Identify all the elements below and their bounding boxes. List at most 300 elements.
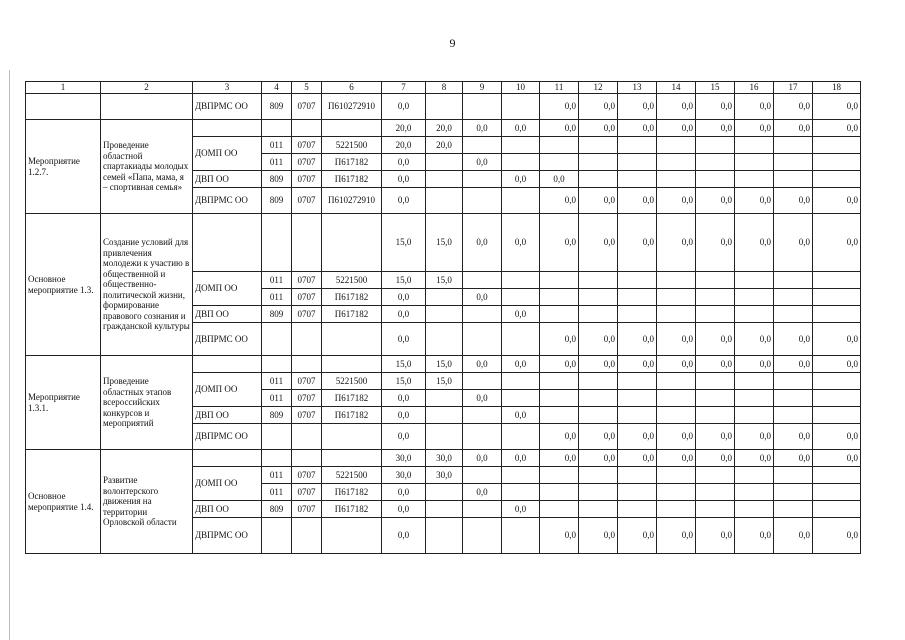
col-header: 14 (657, 82, 696, 94)
cell (502, 484, 540, 501)
col-header: 7 (382, 82, 426, 94)
cell (540, 306, 579, 323)
cell: 0707 (292, 390, 322, 407)
cell: 0,0 (382, 188, 426, 214)
cell (618, 154, 657, 171)
cell: 0,0 (463, 214, 502, 272)
cell (618, 306, 657, 323)
cell (618, 373, 657, 390)
cell: 809 (262, 171, 292, 188)
cell (463, 94, 502, 120)
cell (502, 424, 540, 450)
col-header: 4 (262, 82, 292, 94)
cell (426, 407, 463, 424)
cell: 0,0 (382, 424, 426, 450)
cell: 0,0 (618, 518, 657, 554)
col-header: 13 (618, 82, 657, 94)
col-header: 6 (322, 82, 382, 94)
cell: 0,0 (382, 171, 426, 188)
cell: 011 (262, 373, 292, 390)
table-row (26, 120, 861, 137)
cell (774, 501, 813, 518)
cell (502, 137, 540, 154)
cell (502, 323, 540, 356)
cell (696, 467, 735, 484)
cell (657, 306, 696, 323)
section-code: Мероприятие 1.3.1. (26, 356, 101, 450)
section-code: Основное мероприятие 1.3. (26, 214, 101, 356)
cell (463, 501, 502, 518)
cell (657, 501, 696, 518)
cell (579, 289, 618, 306)
cell: 15,0 (426, 214, 463, 272)
cell: 0,0 (696, 120, 735, 137)
cell (774, 390, 813, 407)
cell (579, 306, 618, 323)
cell (618, 390, 657, 407)
col-header: 8 (426, 82, 463, 94)
cell (813, 467, 861, 484)
cell: 15,0 (382, 373, 426, 390)
cell (193, 120, 262, 137)
source-label: ДВПРМС ОО (193, 94, 262, 120)
cell: 011 (262, 289, 292, 306)
section-code: Основное мероприятие 1.4. (26, 450, 101, 554)
cell (502, 518, 540, 554)
cell (657, 390, 696, 407)
cell (262, 518, 292, 554)
cell (502, 188, 540, 214)
cell (292, 120, 322, 137)
cell: 15,0 (382, 356, 426, 373)
cell: 0,0 (735, 120, 774, 137)
cell: 0,0 (502, 407, 540, 424)
cell (292, 518, 322, 554)
cell: 809 (262, 306, 292, 323)
cell: 0707 (292, 171, 322, 188)
cell (657, 289, 696, 306)
cell (735, 373, 774, 390)
cell (813, 373, 861, 390)
cell: 0707 (292, 137, 322, 154)
source-label: ДВП ОО (193, 407, 262, 424)
cell: 0,0 (774, 356, 813, 373)
source-label: ДВПРМС ОО (193, 424, 262, 450)
cell (463, 306, 502, 323)
cell: 0,0 (735, 214, 774, 272)
cell (540, 272, 579, 289)
cell: 0,0 (382, 484, 426, 501)
cell: 0,0 (618, 94, 657, 120)
cell: 0,0 (618, 323, 657, 356)
cell: 0,0 (382, 390, 426, 407)
cell: 0,0 (735, 188, 774, 214)
cell: 0,0 (502, 120, 540, 137)
cell: 0,0 (657, 450, 696, 467)
cell (696, 272, 735, 289)
cell: 0,0 (540, 424, 579, 450)
cell: 0,0 (813, 188, 861, 214)
cell (463, 467, 502, 484)
cell: 0,0 (735, 424, 774, 450)
cell (657, 484, 696, 501)
cell: 011 (262, 154, 292, 171)
cell (502, 154, 540, 171)
cell (696, 171, 735, 188)
cell: 30,0 (382, 467, 426, 484)
cell (735, 501, 774, 518)
cell (735, 154, 774, 171)
cell: 5221500 (322, 467, 382, 484)
cell (463, 518, 502, 554)
col-header: 12 (579, 82, 618, 94)
table-row (26, 214, 861, 272)
cell: 0,0 (579, 518, 618, 554)
cell: 0,0 (774, 424, 813, 450)
cell: 0,0 (382, 94, 426, 120)
cell (618, 272, 657, 289)
cell: П617182 (322, 501, 382, 518)
table-row (26, 450, 861, 467)
cell (618, 407, 657, 424)
cell: 15,0 (426, 272, 463, 289)
cell (322, 424, 382, 450)
source-label: ДВП ОО (193, 306, 262, 323)
cell (735, 390, 774, 407)
cell: 0,0 (618, 356, 657, 373)
cell: 0,0 (382, 154, 426, 171)
cell: 15,0 (382, 272, 426, 289)
cell: 0,0 (735, 94, 774, 120)
cell: 0,0 (735, 323, 774, 356)
cell (262, 214, 292, 272)
cell: П617182 (322, 390, 382, 407)
cell: 0,0 (696, 356, 735, 373)
cell: 0,0 (696, 94, 735, 120)
cell (193, 450, 262, 467)
cell (813, 501, 861, 518)
cell (774, 154, 813, 171)
cell: 0,0 (382, 501, 426, 518)
cell: 809 (262, 188, 292, 214)
cell: 0,0 (579, 450, 618, 467)
page-edge-line (9, 70, 10, 640)
cell (813, 272, 861, 289)
cell (426, 188, 463, 214)
cell (774, 484, 813, 501)
cell: 0,0 (774, 214, 813, 272)
cell (540, 154, 579, 171)
cell (657, 272, 696, 289)
cell: 0,0 (579, 214, 618, 272)
cell: 0,0 (657, 323, 696, 356)
cell (426, 390, 463, 407)
cell (322, 214, 382, 272)
cell (696, 501, 735, 518)
cell (735, 171, 774, 188)
cell (426, 289, 463, 306)
cell (193, 214, 262, 272)
source-label: ДОМП ОО (193, 373, 262, 407)
cell (618, 289, 657, 306)
cell (463, 407, 502, 424)
cell: 0,0 (540, 94, 579, 120)
cell: 0,0 (463, 120, 502, 137)
cell (618, 137, 657, 154)
cell: 0,0 (657, 518, 696, 554)
section-title: Создание условий для привлечения молодежи к участию в общественной и общественно-политической жизни, формирование правового сознания и гражданской культуры (101, 214, 193, 356)
cell: 0,0 (579, 424, 618, 450)
source-label: ДВПРМС ОО (193, 188, 262, 214)
cell (813, 484, 861, 501)
cell: 0,0 (540, 120, 579, 137)
section-title: Проведение областных этапов всероссийских конкурсов и мероприятий (101, 356, 193, 450)
cell (262, 323, 292, 356)
cell: 0,0 (502, 356, 540, 373)
cell (813, 171, 861, 188)
cell: 0707 (292, 306, 322, 323)
cell: 0,0 (579, 120, 618, 137)
cell (540, 373, 579, 390)
cell: П617182 (322, 171, 382, 188)
cell: П610272910 (322, 188, 382, 214)
cell (774, 306, 813, 323)
cell (502, 390, 540, 407)
cell: 0,0 (502, 450, 540, 467)
cell: 0,0 (774, 450, 813, 467)
cell (426, 171, 463, 188)
cell: 0,0 (540, 188, 579, 214)
cell (463, 323, 502, 356)
header-row (26, 82, 861, 94)
col-header: 16 (735, 82, 774, 94)
cell (540, 289, 579, 306)
cell: 0,0 (774, 94, 813, 120)
cell (579, 272, 618, 289)
cell: 0,0 (774, 518, 813, 554)
cell: 0,0 (813, 120, 861, 137)
cell (292, 356, 322, 373)
cell (463, 424, 502, 450)
cell (463, 171, 502, 188)
cell: 0707 (292, 373, 322, 390)
col-header: 15 (696, 82, 735, 94)
cell (292, 424, 322, 450)
cell: 0,0 (579, 94, 618, 120)
cell (774, 373, 813, 390)
cell (101, 94, 193, 120)
cell: 0,0 (618, 120, 657, 137)
cell (813, 154, 861, 171)
cell: 011 (262, 467, 292, 484)
cell (322, 518, 382, 554)
cell: 0,0 (540, 214, 579, 272)
cell: 0,0 (735, 450, 774, 467)
cell: 0,0 (696, 214, 735, 272)
cell (262, 356, 292, 373)
cell: 0,0 (579, 323, 618, 356)
cell: 0,0 (540, 323, 579, 356)
cell: 20,0 (382, 137, 426, 154)
source-label: ДОМП ОО (193, 272, 262, 306)
col-header: 11 (540, 82, 579, 94)
cell (502, 272, 540, 289)
cell: 0,0 (540, 356, 579, 373)
cell (26, 94, 101, 120)
cell: П617182 (322, 289, 382, 306)
cell (735, 467, 774, 484)
cell: 0,0 (735, 518, 774, 554)
cell: 0,0 (735, 356, 774, 373)
cell (774, 467, 813, 484)
cell: 0707 (292, 501, 322, 518)
cell: 011 (262, 390, 292, 407)
cell (262, 120, 292, 137)
cell (657, 154, 696, 171)
cell: 0,0 (696, 323, 735, 356)
cell: 809 (262, 94, 292, 120)
cell (735, 484, 774, 501)
cell (774, 289, 813, 306)
cell (696, 137, 735, 154)
cell: 011 (262, 137, 292, 154)
source-label: ДВП ОО (193, 171, 262, 188)
cell (696, 484, 735, 501)
source-label: ДВПРМС ОО (193, 518, 262, 554)
table-row (26, 94, 861, 120)
cell: 0,0 (696, 518, 735, 554)
cell: 0,0 (618, 424, 657, 450)
cell: 15,0 (426, 373, 463, 390)
cell (657, 467, 696, 484)
cell (426, 424, 463, 450)
cell (813, 306, 861, 323)
cell (696, 289, 735, 306)
budget-table (25, 81, 861, 554)
cell (813, 390, 861, 407)
cell (579, 467, 618, 484)
source-label: ДОМП ОО (193, 137, 262, 171)
cell (774, 137, 813, 154)
cell (502, 289, 540, 306)
cell (813, 137, 861, 154)
cell: П617182 (322, 154, 382, 171)
cell: 0,0 (618, 188, 657, 214)
cell (579, 484, 618, 501)
source-label: ДВПРМС ОО (193, 323, 262, 356)
cell: 0,0 (463, 450, 502, 467)
cell: 0707 (292, 188, 322, 214)
col-header: 18 (813, 82, 861, 94)
cell (696, 373, 735, 390)
cell: 0,0 (463, 390, 502, 407)
cell: 0,0 (579, 356, 618, 373)
cell (579, 373, 618, 390)
cell (735, 289, 774, 306)
cell: 20,0 (426, 137, 463, 154)
cell: 0707 (292, 289, 322, 306)
cell: 0,0 (463, 484, 502, 501)
cell (579, 154, 618, 171)
section-title: Развитие волонтерского движения на территории Орловской области (101, 450, 193, 554)
cell (735, 407, 774, 424)
source-label: ДВП ОО (193, 501, 262, 518)
cell: П617182 (322, 306, 382, 323)
cell (502, 467, 540, 484)
col-header: 1 (26, 82, 101, 94)
cell: 0,0 (540, 171, 579, 188)
cell (426, 518, 463, 554)
cell: 0,0 (696, 450, 735, 467)
cell: 0,0 (813, 424, 861, 450)
cell: 15,0 (382, 214, 426, 272)
cell (774, 171, 813, 188)
cell (735, 272, 774, 289)
cell: 809 (262, 501, 292, 518)
cell: 0,0 (618, 450, 657, 467)
cell (618, 501, 657, 518)
cell: 0,0 (382, 306, 426, 323)
cell: 0,0 (813, 214, 861, 272)
cell (579, 407, 618, 424)
cell (463, 272, 502, 289)
cell (813, 289, 861, 306)
cell: 0,0 (657, 214, 696, 272)
cell (696, 306, 735, 323)
cell: 0,0 (382, 518, 426, 554)
cell: 0,0 (540, 450, 579, 467)
cell: 0,0 (813, 94, 861, 120)
cell: 0707 (292, 272, 322, 289)
cell: П617182 (322, 484, 382, 501)
cell (618, 171, 657, 188)
cell (322, 120, 382, 137)
page-number: 9 (449, 36, 456, 50)
cell (292, 450, 322, 467)
cell (426, 94, 463, 120)
col-header: 2 (101, 82, 193, 94)
cell (657, 373, 696, 390)
cell (579, 137, 618, 154)
section-code: Мероприятие 1.2.7. (26, 120, 101, 214)
cell (322, 323, 382, 356)
cell: 809 (262, 407, 292, 424)
cell: 0707 (292, 154, 322, 171)
cell: 5221500 (322, 373, 382, 390)
cell (502, 373, 540, 390)
cell (540, 467, 579, 484)
cell: 20,0 (382, 120, 426, 137)
cell (292, 323, 322, 356)
cell (579, 171, 618, 188)
cell (540, 484, 579, 501)
cell: 0,0 (618, 214, 657, 272)
cell (774, 407, 813, 424)
cell (774, 272, 813, 289)
cell: 0,0 (813, 323, 861, 356)
cell: 0,0 (657, 94, 696, 120)
cell: 0,0 (502, 306, 540, 323)
cell: 30,0 (426, 450, 463, 467)
cell (540, 137, 579, 154)
cell: 0,0 (657, 188, 696, 214)
cell (696, 407, 735, 424)
cell: 0,0 (774, 120, 813, 137)
cell: 0,0 (463, 356, 502, 373)
cell (193, 356, 262, 373)
cell: 20,0 (426, 120, 463, 137)
cell: 0,0 (463, 289, 502, 306)
